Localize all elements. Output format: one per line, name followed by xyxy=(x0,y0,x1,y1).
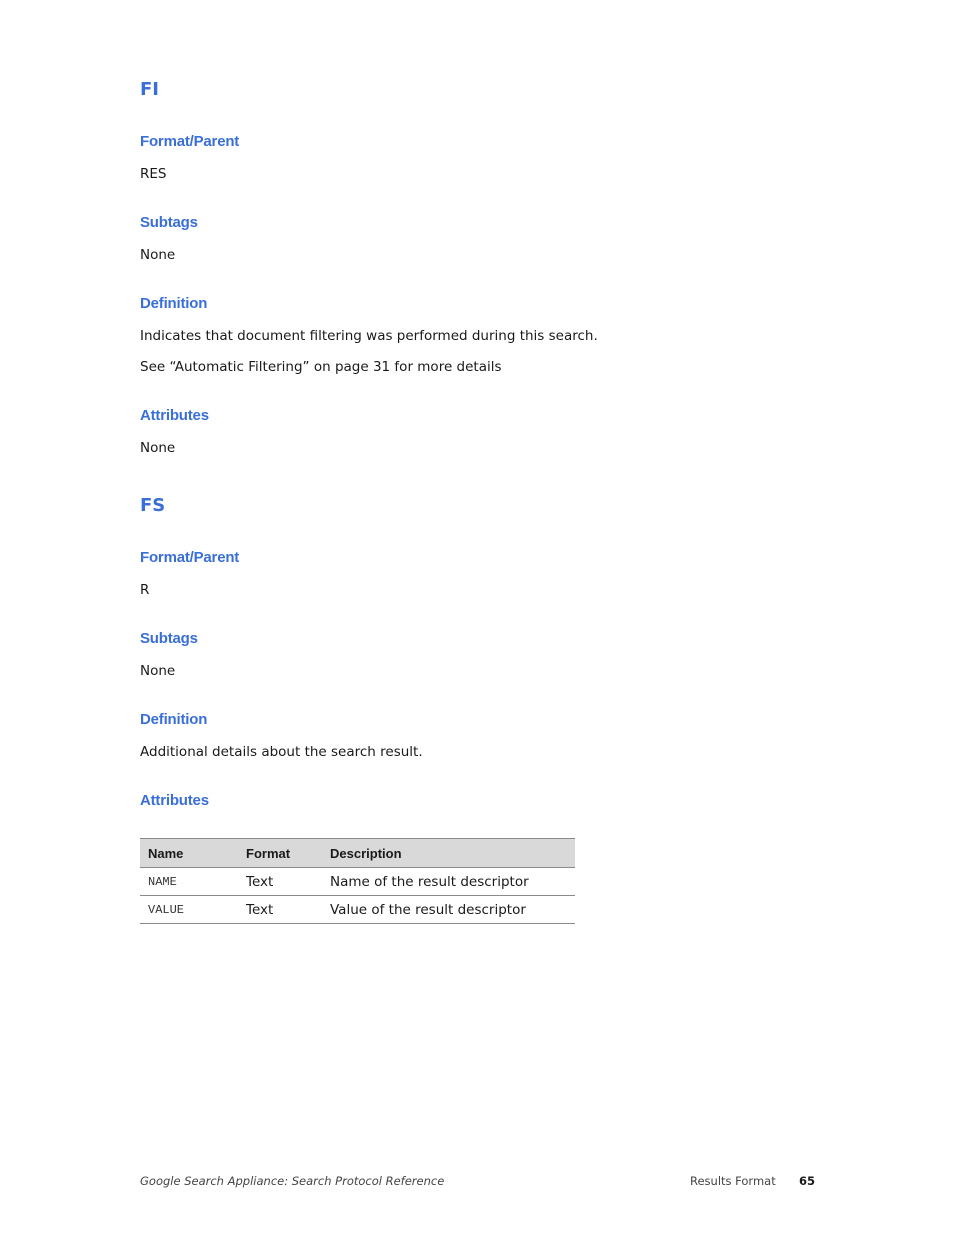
footer-section-name: Results Format xyxy=(690,1174,776,1188)
cell-name: VALUE xyxy=(140,896,238,924)
fi-attributes-heading: Attributes xyxy=(140,407,209,424)
cell-name: NAME xyxy=(140,868,238,896)
fi-attributes-value: None xyxy=(140,440,176,456)
section-title-fs: FS xyxy=(140,495,166,516)
fi-definition-line-1: Indicates that document filtering was performed during this search. xyxy=(140,328,598,344)
table-header-row xyxy=(140,839,575,868)
fs-subtags-heading: Subtags xyxy=(140,630,198,647)
footer-document-title: Google Search Appliance: Search Protocol Reference xyxy=(140,1174,445,1188)
table-row xyxy=(140,868,575,896)
attributes-table xyxy=(140,838,575,924)
fs-definition-line-1: Additional details about the search result. xyxy=(140,744,423,760)
fi-definition-heading: Definition xyxy=(140,295,208,312)
fi-subtags-heading: Subtags xyxy=(140,214,198,231)
fi-definition-line-2: See “Automatic Filtering” on page 31 for more details xyxy=(140,359,502,375)
cell-format: Text xyxy=(238,868,322,896)
fi-format-parent-value: RES xyxy=(140,166,167,182)
fs-definition-heading: Definition xyxy=(140,711,208,728)
cell-description: Name of the result descriptor xyxy=(322,868,575,896)
fs-attributes-heading: Attributes xyxy=(140,792,209,809)
column-header-name: Name xyxy=(140,839,238,868)
fs-format-parent-value: R xyxy=(140,582,150,598)
cell-format: Text xyxy=(238,896,322,924)
column-header-description: Description xyxy=(322,839,575,868)
table-row xyxy=(140,896,575,924)
section-title-fi: FI xyxy=(140,79,159,100)
fi-format-parent-heading: Format/Parent xyxy=(140,133,240,150)
column-header-format: Format xyxy=(238,839,322,868)
fi-subtags-value: None xyxy=(140,247,176,263)
cell-description: Value of the result descriptor xyxy=(322,896,575,924)
footer-page-number: 65 xyxy=(799,1174,816,1188)
fs-subtags-value: None xyxy=(140,663,176,679)
fs-format-parent-heading: Format/Parent xyxy=(140,549,240,566)
